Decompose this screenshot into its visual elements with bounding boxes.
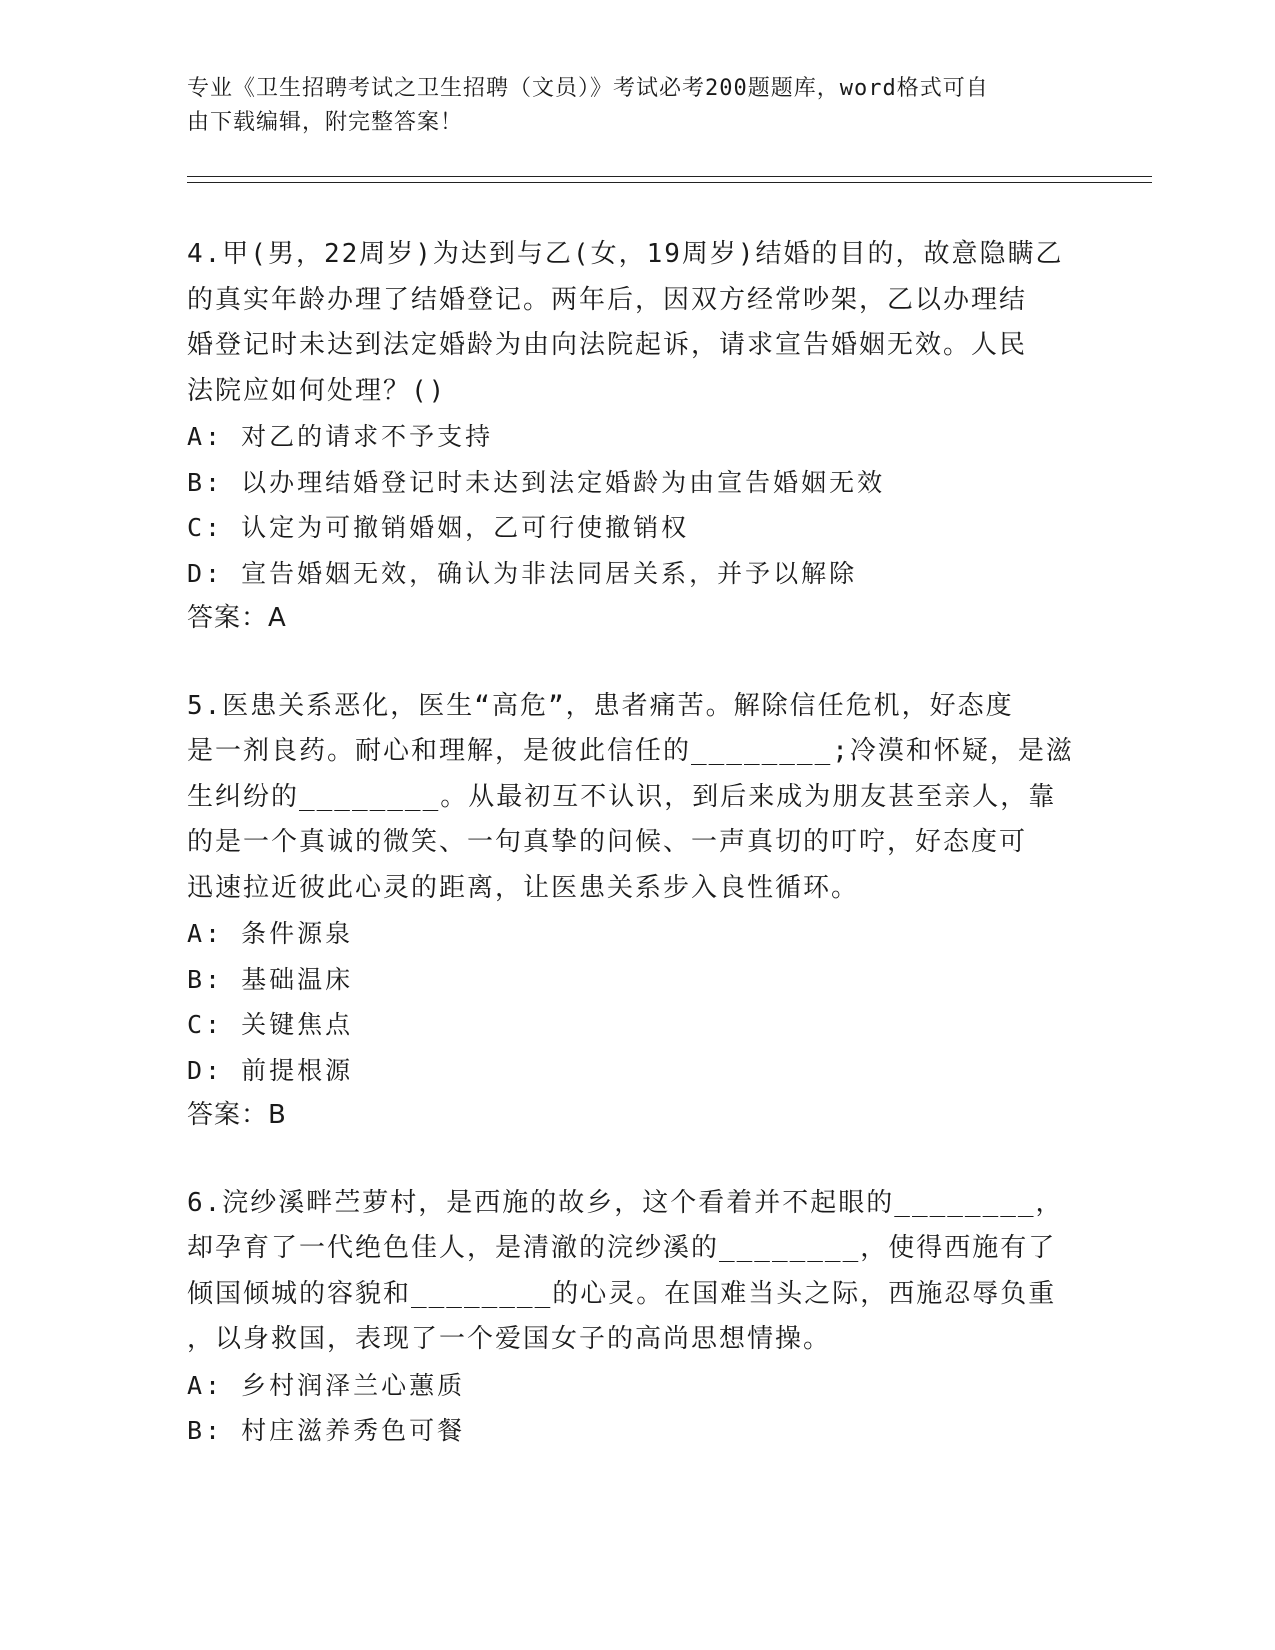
question-text-line: 生纠纷的________。从最初互不认识，到后来成为朋友甚至亲人，靠: [187, 781, 1057, 812]
question-text-line: 5.医患关系恶化，医生“高危”，患者痛苦。解除信任危机，好态度: [187, 690, 1014, 721]
question-text-line: 迅速拉近彼此心灵的距离，让医患关系步入良性循环。: [187, 872, 860, 903]
header-line-2: 由下载编辑，附完整答案！: [187, 110, 464, 135]
question-text-line: 是一剂良药。耐心和理解，是彼此信任的________;冷漠和怀疑，是滋: [187, 736, 1074, 766]
option-b: B: 基础温床: [187, 964, 354, 994]
question-text-line: 的真实年龄办理了结婚登记。两年后，因双方经常吵架，乙以办理结: [187, 284, 1028, 315]
question-text-line: 4.甲(男，22周岁)为达到与乙(女，19周岁)结婚的目的，故意隐瞒乙: [187, 239, 1064, 269]
option-a: A: 对乙的请求不予支持: [187, 422, 494, 451]
option-c: C: 关键焦点: [187, 1010, 354, 1039]
question-4: [187, 232, 1087, 642]
header-line-1: 专业《卫生招聘考试之卫生招聘（文员）》考试必考200题题库，word格式可自: [187, 76, 989, 101]
question-text-line: 却孕育了一代绝色佳人，是清澈的浣纱溪的________，使得西施有了: [187, 1233, 1057, 1263]
answer-label: 答案：B: [187, 1100, 287, 1130]
question-6: [187, 1181, 1087, 1454]
question-5: [187, 684, 1087, 1139]
question-text-line: 法院应如何处理？(): [187, 375, 447, 406]
option-c: C: 认定为可撤销婚姻，乙可行使撤销权: [187, 513, 690, 542]
question-text-line: 的是一个真诚的微笑、一句真挚的问候、一声真切的叮咛，好态度可: [187, 827, 1028, 857]
option-b: B: 村庄滋养秀色可餐: [187, 1416, 466, 1445]
question-text-line: 婚登记时未达到法定婚龄为由向法院起诉，请求宣告婚姻无效。人民: [187, 330, 1028, 360]
question-list: [187, 232, 1087, 1496]
option-d: D: 宣告婚姻无效，确认为非法同居关系，并予以解除: [187, 558, 858, 588]
option-b: B: 以办理结婚登记时未达到法定婚龄为由宣告婚姻无效: [187, 467, 886, 497]
question-text-line: 倾国倾城的容貌和________的心灵。在国难当头之际，西施忍辱负重: [187, 1278, 1057, 1309]
option-d: D: 前提根源: [187, 1055, 354, 1085]
option-a: A: 乡村润泽兰心蕙质: [187, 1370, 466, 1400]
option-a: A: 条件源泉: [187, 919, 354, 948]
header-double-rule: [187, 176, 1152, 183]
question-text-line: 6.浣纱溪畔苎萝村，是西施的故乡，这个看着并不起眼的________，: [187, 1187, 1064, 1218]
document-header: [187, 72, 1067, 140]
question-text-line: ，以身救国，表现了一个爱国女子的高尚思想情操。: [187, 1324, 832, 1354]
answer-label: 答案：A: [187, 603, 287, 633]
